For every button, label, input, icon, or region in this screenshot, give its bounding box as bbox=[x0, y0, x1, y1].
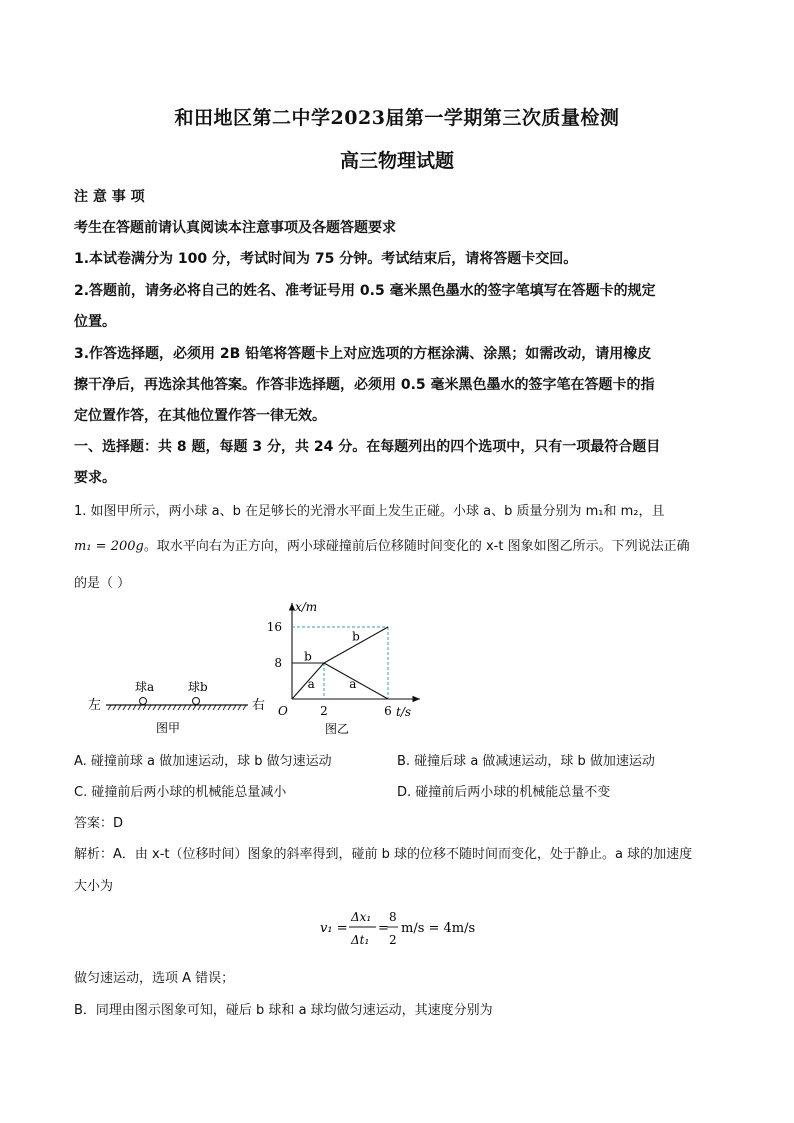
hatch-mark bbox=[228, 705, 231, 710]
formula-eq: = bbox=[378, 921, 389, 936]
question-1-stem-line2 bbox=[74, 535, 690, 554]
notice-item-2: 2.答题前，请务必将自己的姓名、准考证号用 0.5 毫米黑色墨水的签字笔填写在答题卡的规定 bbox=[74, 283, 656, 299]
notice-item-3-cont1: 擦干净后，再选涂其他答案。作答非选择题，必须用 0.5 毫米黑色墨水的签字笔在答题卡的指 bbox=[74, 377, 655, 393]
x-axis-label: t/s bbox=[396, 705, 412, 719]
hatch-mark bbox=[118, 705, 121, 710]
figure-jia-left-label: 左 bbox=[88, 698, 102, 713]
hatch-mark bbox=[148, 705, 151, 710]
formula-lhs: v₁ = bbox=[320, 921, 348, 936]
question-1-stem-text2: 。取水平向右为正方向，两小球碰撞前后位移随时间变化的 x-t 图象如图乙所示。下列说法正确 bbox=[143, 539, 690, 554]
origin-label: O bbox=[278, 704, 288, 718]
x-tick-label: 6 bbox=[384, 704, 392, 718]
question-1-stem-line3: 的是（ ） bbox=[74, 576, 131, 591]
hatch-mark bbox=[138, 705, 141, 710]
hatch-mark bbox=[123, 705, 126, 710]
hatch-mark bbox=[198, 705, 201, 710]
hatch-mark bbox=[143, 705, 146, 710]
option-b[interactable]: B. 碰撞后球 a 做减速运动，球 b 做加速运动 bbox=[397, 754, 655, 769]
question-1-stem: 1. 如图甲所示，两小球 a、b 在足够长的光滑水平面上发生正碰。小球 a、b 质量分别为 m₁和 m₂，且 bbox=[74, 504, 665, 519]
ball-a bbox=[140, 698, 147, 705]
analysis-line-4: B．同理由图示图象可知，碰后 b 球和 a 球均做匀速运动，其速度分别为 bbox=[74, 1003, 493, 1018]
notice-item-1: 1.本试卷满分为 100 分，考试时间为 75 分钟。考试结束后，请将答题卡交回。 bbox=[74, 251, 578, 267]
hatch-mark bbox=[243, 705, 246, 710]
formula-den2: 2 bbox=[389, 933, 397, 947]
formula-num2: 8 bbox=[389, 910, 397, 924]
analysis-line-2: 大小为 bbox=[74, 879, 114, 894]
chart-line-labels bbox=[304, 630, 360, 691]
hatch-mark bbox=[218, 705, 221, 710]
hatch-mark bbox=[133, 705, 136, 710]
exam-subtitle: 高三物理试题 bbox=[339, 150, 454, 172]
line-label-a: a bbox=[349, 676, 357, 691]
formula-rhs: m/s = 4m/s bbox=[401, 921, 476, 936]
y-axis-label: x/m bbox=[295, 600, 318, 614]
formula-num1: Δx₁ bbox=[351, 910, 372, 924]
ball-b-label: 球b bbox=[188, 680, 208, 694]
notice-item-2-cont: 位置。 bbox=[74, 314, 116, 330]
hatch-mark bbox=[178, 705, 181, 710]
line-label-b: b bbox=[352, 629, 360, 644]
hatch-mark bbox=[203, 705, 206, 710]
hatch-mark bbox=[153, 705, 156, 710]
figure-jia-right-label: 右 bbox=[252, 698, 266, 713]
section-heading-cont: 要求。 bbox=[74, 470, 116, 486]
ground-hatching bbox=[108, 705, 246, 710]
figure-yi-caption: 图乙 bbox=[325, 722, 350, 736]
line-label-b: b bbox=[304, 649, 312, 664]
hatch-mark bbox=[113, 705, 116, 710]
velocity-formula bbox=[0, 903, 794, 953]
notice-heading: 注 意 事 项 bbox=[74, 189, 145, 205]
option-d[interactable]: D. 碰撞前后两小球的机械能总量不变 bbox=[397, 785, 611, 800]
line-label-a: a bbox=[307, 676, 315, 691]
figure-jia-caption: 图甲 bbox=[156, 721, 181, 735]
figure-yi-chart bbox=[266, 595, 430, 745]
analysis-line-1: 解析：A．由 x-t（位移时间）图象的斜率得到，碰前 b 球的位移不随时间而变化，处于静止。a 球的加速度 bbox=[74, 847, 693, 862]
option-c[interactable]: C. 碰撞前后两小球的机械能总量减小 bbox=[74, 785, 287, 800]
mass-formula: m₁ = 200g bbox=[74, 539, 144, 554]
hatch-mark bbox=[193, 705, 196, 710]
hatch-mark bbox=[128, 705, 131, 710]
hatch-mark bbox=[208, 705, 211, 710]
hatch-mark bbox=[233, 705, 236, 710]
hatch-mark bbox=[108, 705, 111, 710]
hatch-mark bbox=[238, 705, 241, 710]
y-tick-label: 16 bbox=[266, 620, 282, 634]
section-heading: 一、选择题：共 8 题，每题 3 分，共 24 分。在每题列出的四个选项中，只有一项最符合题目 bbox=[74, 439, 661, 455]
analysis-line-3: 做匀速运动，选项 A 错误； bbox=[74, 971, 235, 986]
x-tick-label: 2 bbox=[320, 704, 328, 718]
notice-intro: 考生在答题前请认真阅读本注意事项及各题答题要求 bbox=[74, 220, 396, 236]
hatch-mark bbox=[173, 705, 176, 710]
ball-a-label: 球a bbox=[135, 680, 155, 694]
y-tick-label: 8 bbox=[274, 656, 282, 670]
hatch-mark bbox=[223, 705, 226, 710]
notice-item-3: 3.作答选择题，必须用 2B 铅笔将答题卡上对应选项的方框涂满、涂黑；如需改动，请用橡皮 bbox=[74, 346, 652, 362]
hatch-mark bbox=[183, 705, 186, 710]
hatch-mark bbox=[188, 705, 191, 710]
hatch-mark bbox=[163, 705, 166, 710]
option-a[interactable]: A. 碰撞前球 a 做加速运动，球 b 做匀速运动 bbox=[74, 754, 332, 769]
answer: 答案：D bbox=[74, 816, 124, 831]
formula-den1: Δt₁ bbox=[351, 933, 370, 947]
hatch-mark bbox=[168, 705, 171, 710]
ball-b bbox=[193, 698, 200, 705]
notice-item-3-cont2: 定位置作答，在其他位置作答一律无效。 bbox=[74, 408, 326, 424]
exam-title: 和田地区第二中学2023届第一学期第三次质量检测 bbox=[174, 107, 620, 129]
figure-jia bbox=[80, 675, 280, 740]
hatch-mark bbox=[213, 705, 216, 710]
hatch-mark bbox=[158, 705, 161, 710]
